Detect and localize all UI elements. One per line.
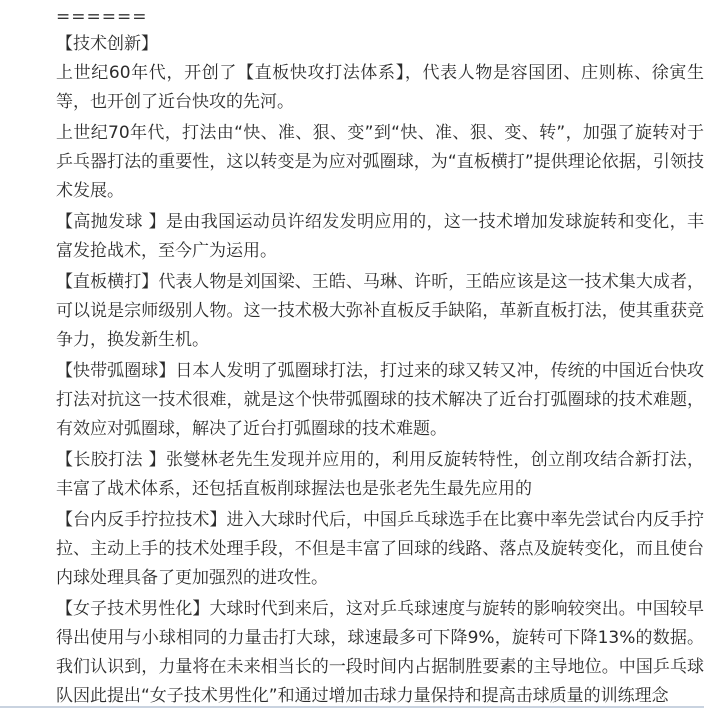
paragraph-1960s: 上世纪60年代，开创了【直板快攻打法体系】，代表人物是容国团、庄则栋、徐寅生等，也开创了近台快攻的先河。 (56, 63, 704, 112)
section-title: 【技术创新】 (56, 34, 158, 54)
paragraph-long-pimples: 【长胶打法 】张燮林老先生发现并应用的，利用反旋转特性，创立削攻结合新打法，丰富了战术体系，还包括直板削球握法也是张老先生最先应用的 (56, 450, 704, 499)
paragraph-high-toss-serve: 【高抛发球 】是由我国运动员许绍发发明应用的，这一技术增加发球旋转和变化，丰富发抢战术，至今广为运用。 (56, 212, 704, 261)
paragraph-1970s: 上世纪70年代，打法由“快、准、狠、变”到“快、准、狠、变、转”，加强了旋转对于乒乓器打法的重要性，这以转变是为应对弧圈球，为“直板横打”提供理论依据，引领技术发展。 (56, 123, 704, 201)
paragraph-women-male-style: 【女子技术男性化】大球时代到来后，这对乒乓球速度与旋转的影响较突出。中国较早得出使用与小球相同的力量击打大球，球速最多可下降9%，旋转可下降13%的数据。我们认识到，力量将在未来相当长的一段时间内占据制胜要素的主导地位。中国乒乓球队因此提出“女子技术男性化”和通过增加击球力量保持和提高击球质量的训练理念 (56, 599, 704, 706)
paragraph-penhold-backhand: 【直板横打】代表人物是刘国梁、王皓、马琳、许昕，王皓应该是这一技术集大成者，可以说是宗师级别人物。这一技术极大弥补直板反手缺陷，革新直板打法，使其重获竞争力，换发新生机。 (56, 272, 704, 350)
paragraph-banana-flick: 【台内反手拧拉技术】进入大球时代后，中国乒乓球选手在比赛中率先尝试台内反手拧拉、主动上手的技术处理手段，不但是丰富了回球的线路、落点及旋转变化，而且使台内球处理具备了更加强烈的进攻性。 (56, 510, 704, 588)
article-body (56, 4, 704, 708)
paragraph-loop-counter: 【快带弧圈球】日本人发明了弧圈球打法，打过来的球又转又冲，传统的中国近台快攻打法对抗这一技术很难，就是这个快带弧圈球的技术解决了近台打弧圈球的技术难题，有效应对弧圈球，解决了近台打弧圈球的技术难题。 (56, 361, 704, 439)
separator-line: ====== (56, 7, 148, 27)
